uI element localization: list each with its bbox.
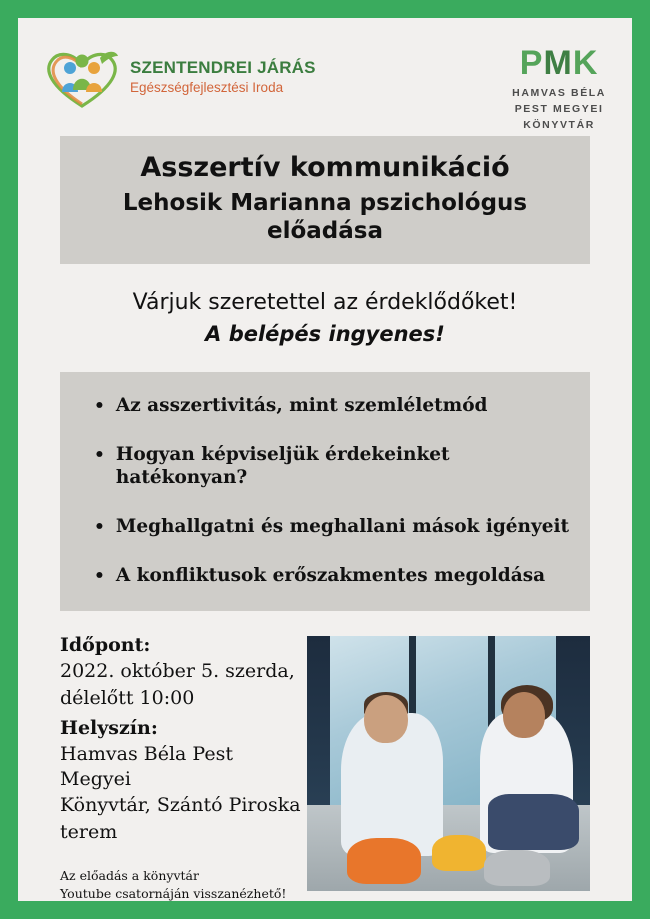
- bullet-icon: •: [94, 444, 105, 465]
- bullet-icon: •: [94, 395, 105, 416]
- list-item: [94, 394, 580, 417]
- welcome-block: [18, 290, 632, 346]
- topic-text: Meghallgatni és meghallani mások igényeit: [115, 515, 570, 537]
- photo-person-right-jeans: [488, 794, 579, 850]
- photo-person-left-head: [364, 695, 408, 743]
- heart-people-logo-icon: [40, 44, 124, 110]
- time-label: Időpont:: [60, 634, 151, 657]
- time-value-line-1: 2022. október 5. szerda,: [60, 659, 295, 682]
- place-value-line-3: terem: [60, 820, 118, 843]
- details-section: [18, 633, 632, 903]
- note-line-2: Youtube csatornáján visszanézhető!: [60, 885, 287, 901]
- topic-text: Az asszertivitás, mint szemléletmód: [115, 394, 488, 416]
- place-label: Helyszín:: [60, 717, 158, 740]
- place-value-line-1: Hamvas Béla Pest Megyei: [60, 742, 233, 790]
- two-people-talking-photo: [307, 636, 590, 891]
- logo-szentendrei-jaras: [40, 44, 316, 110]
- photo-person-right-head: [503, 692, 545, 738]
- time-value-line-2: délelőtt 10:00: [60, 686, 195, 709]
- welcome-line-2: A belépés ingyenes!: [205, 321, 445, 346]
- pmk-line-3: KÖNYVTÁR: [523, 118, 595, 131]
- topic-text: A konfliktusok erőszakmentes megoldása: [115, 565, 546, 587]
- title-band: [60, 136, 590, 264]
- page-subtitle: Lehosik Marianna pszichológus előadása: [122, 190, 528, 244]
- photo-stool-grey: [484, 850, 550, 886]
- list-item: [94, 515, 580, 538]
- note-line-1: Az előadás a könyvtár: [60, 867, 199, 883]
- logo-subtitle: Egészségfejlesztési Iroda: [130, 80, 284, 96]
- poster-header: [18, 18, 632, 136]
- bullet-icon: •: [94, 516, 105, 537]
- page-title: Asszertív kommunikáció: [140, 152, 510, 183]
- logo-title: SZENTENDREI JÁRÁS: [130, 58, 316, 78]
- list-item: [94, 564, 580, 587]
- logo-pmk: [512, 46, 606, 133]
- topic-text: Hogyan képviseljük érdekeinket hatékonyan?: [115, 443, 450, 488]
- pmk-mark-icon: PMK: [519, 44, 599, 82]
- bullet-icon: •: [94, 566, 105, 587]
- place-value-line-2: Könyvtár, Szántó Piroska: [60, 794, 301, 817]
- poster: [18, 18, 632, 901]
- details-text: [60, 633, 307, 903]
- list-item: [94, 443, 580, 489]
- pmk-line-1: HAMVAS BÉLA: [512, 87, 606, 99]
- photo-stool-yellow: [432, 835, 486, 871]
- photo-stool-orange: [347, 838, 421, 884]
- welcome-line-1: Várjuk szeretettel az érdeklődőket!: [132, 289, 518, 315]
- pmk-line-2: PEST MEGYEI: [514, 102, 604, 115]
- topics-list: [60, 372, 590, 612]
